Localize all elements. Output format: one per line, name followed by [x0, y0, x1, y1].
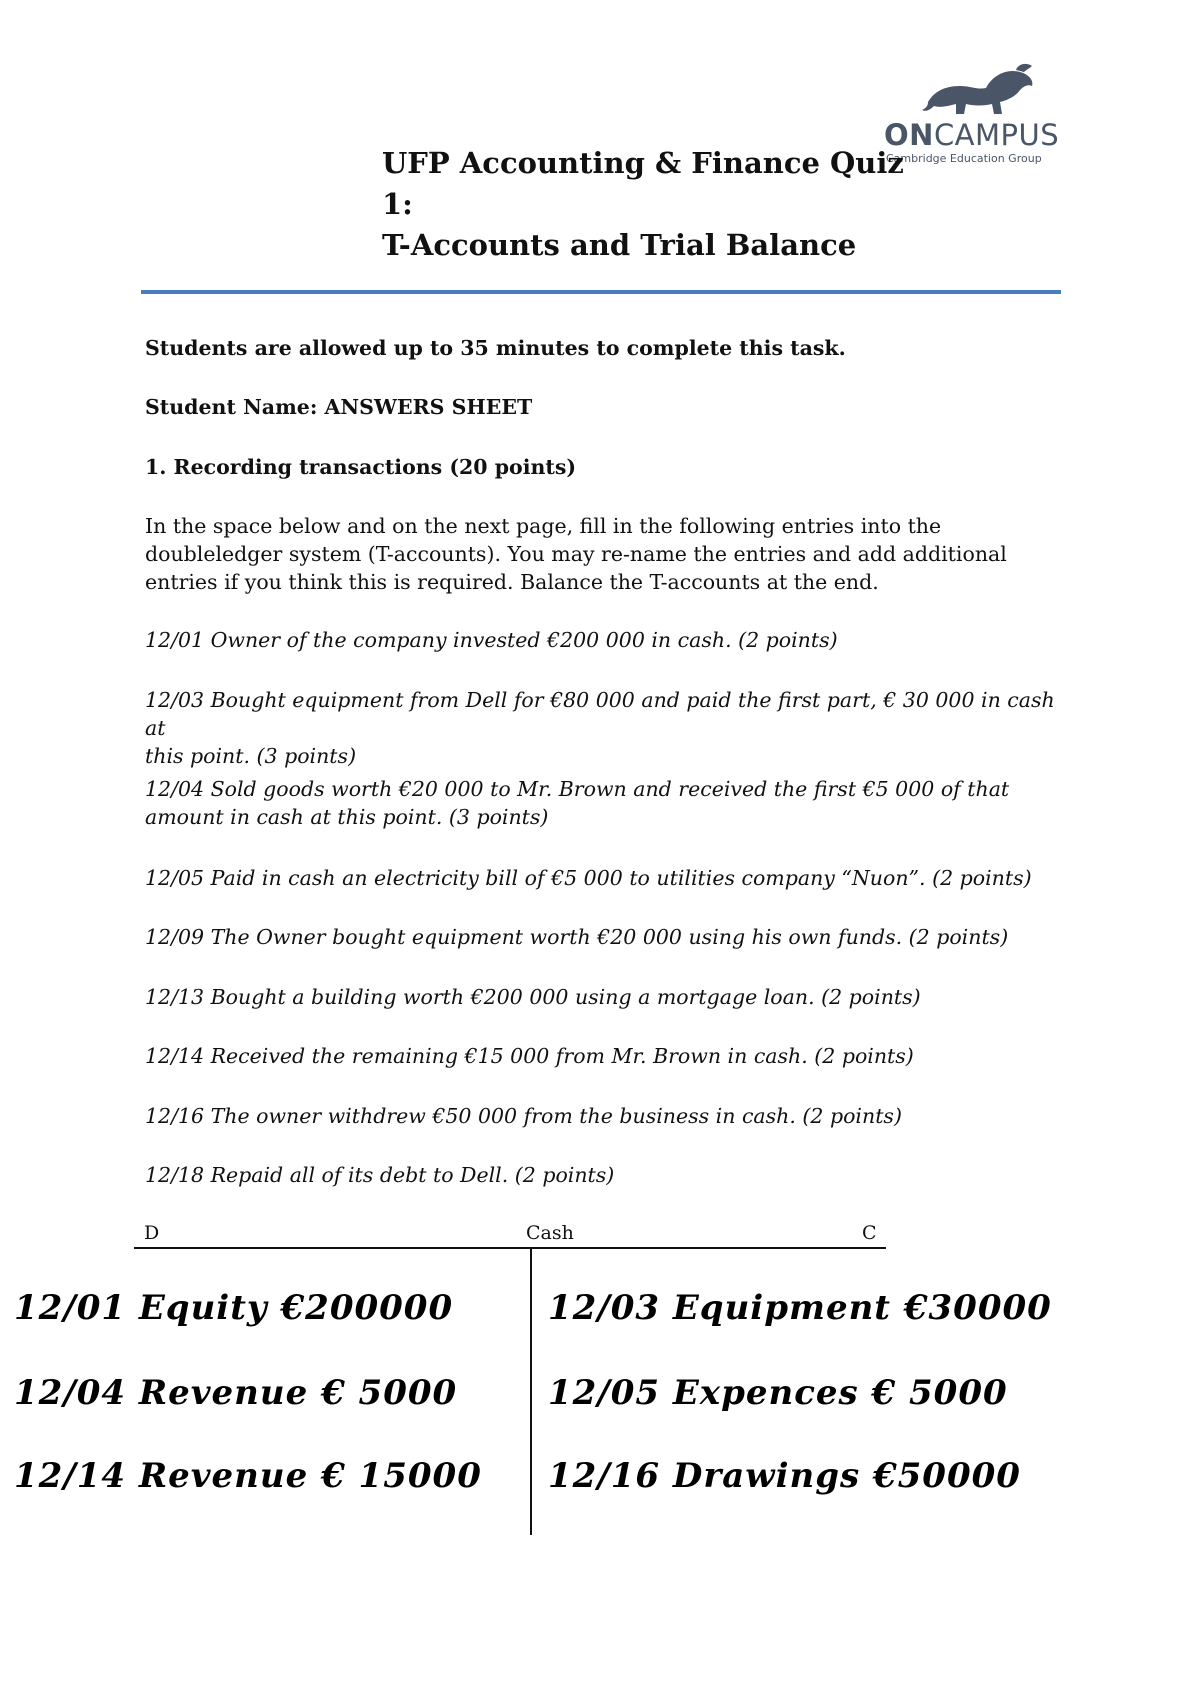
- student-name: Student Name: ANSWERS SHEET: [145, 395, 533, 419]
- transaction-item: [145, 983, 1065, 1011]
- account-name: Cash: [526, 1222, 574, 1244]
- transaction-line: 12/04 Sold goods worth €20 000 to Mr. Brown and received the first €5 000 of that: [145, 777, 1010, 801]
- debit-entry: 12/04 Revenue € 5000: [14, 1373, 458, 1413]
- transaction-line: 12/14 Received the remaining €15 000 from Mr. Brown in cash. (2 points): [145, 1044, 914, 1068]
- title-line-3: T-Accounts and Trial Balance: [382, 228, 857, 262]
- time-limit-note: Students are allowed up to 35 minutes to complete this task.: [145, 336, 846, 360]
- transaction-line: 12/09 The Owner bought equipment worth €20 000 using his own funds. (2 points): [145, 925, 1009, 949]
- instructions-line-3: entries if you think this is required. Balance the T-accounts at the end.: [145, 570, 879, 594]
- transaction-line: 12/18 Repaid all of its debt to Dell. (2 points): [145, 1163, 615, 1187]
- transaction-line: this point. (3 points): [145, 744, 357, 768]
- title-line-1: UFP Accounting & Finance Quiz: [382, 146, 904, 180]
- title-line-2: 1:: [382, 187, 413, 221]
- transaction-item: [145, 864, 1065, 892]
- header-divider: [141, 290, 1061, 294]
- credit-entry: 12/16 Drawings €50000: [548, 1456, 1021, 1496]
- debit-entry: 12/01 Equity €200000: [14, 1288, 454, 1328]
- credit-entry: 12/05 Expences € 5000: [548, 1373, 1008, 1413]
- transaction-item: [145, 1102, 1065, 1130]
- t-account-vertical-line: [530, 1248, 532, 1535]
- logo-wordmark: ONCAMPUS: [884, 118, 1060, 152]
- instructions-line-1: In the space below and on the next page, fill in the following entries into the: [145, 514, 942, 538]
- page-title: [382, 143, 904, 266]
- transaction-item: [145, 1042, 1065, 1070]
- instructions: [145, 512, 1065, 596]
- debit-entry: 12/14 Revenue € 15000: [14, 1456, 482, 1496]
- transaction-item: [145, 775, 1065, 831]
- transaction-line: 12/03 Bought equipment from Dell for €80 000 and paid the first part, € 30 000 in cash at: [145, 688, 1055, 740]
- credit-label: C: [862, 1222, 877, 1244]
- transaction-item: [145, 626, 1065, 654]
- instructions-line-2: doubleledger system (T-accounts). You may re-name the entries and add additional: [145, 542, 1007, 566]
- logo-subtitle: Cambridge Education Group: [886, 152, 1042, 165]
- transaction-line: 12/01 Owner of the company invested €200 000 in cash. (2 points): [145, 628, 838, 652]
- section-title: 1. Recording transactions (20 points): [145, 455, 577, 479]
- transaction-line: 12/05 Paid in cash an electricity bill of €5 000 to utilities company “Nuon”. (2 points): [145, 866, 1032, 890]
- transaction-line: amount in cash at this point. (3 points): [145, 805, 549, 829]
- transaction-item: [145, 923, 1065, 951]
- transaction-line: 12/13 Bought a building worth €200 000 using a mortgage loan. (2 points): [145, 985, 921, 1009]
- credit-entry: 12/03 Equipment €30000: [548, 1288, 1052, 1328]
- transaction-line: 12/16 The owner withdrew €50 000 from the business in cash. (2 points): [145, 1104, 902, 1128]
- t-account-horizontal-line: [134, 1247, 886, 1249]
- transaction-item: [145, 1161, 1065, 1189]
- oncampus-logo: [880, 62, 1070, 172]
- debit-label: D: [144, 1222, 160, 1244]
- transaction-item: [145, 686, 1065, 770]
- lion-icon: [920, 62, 1040, 118]
